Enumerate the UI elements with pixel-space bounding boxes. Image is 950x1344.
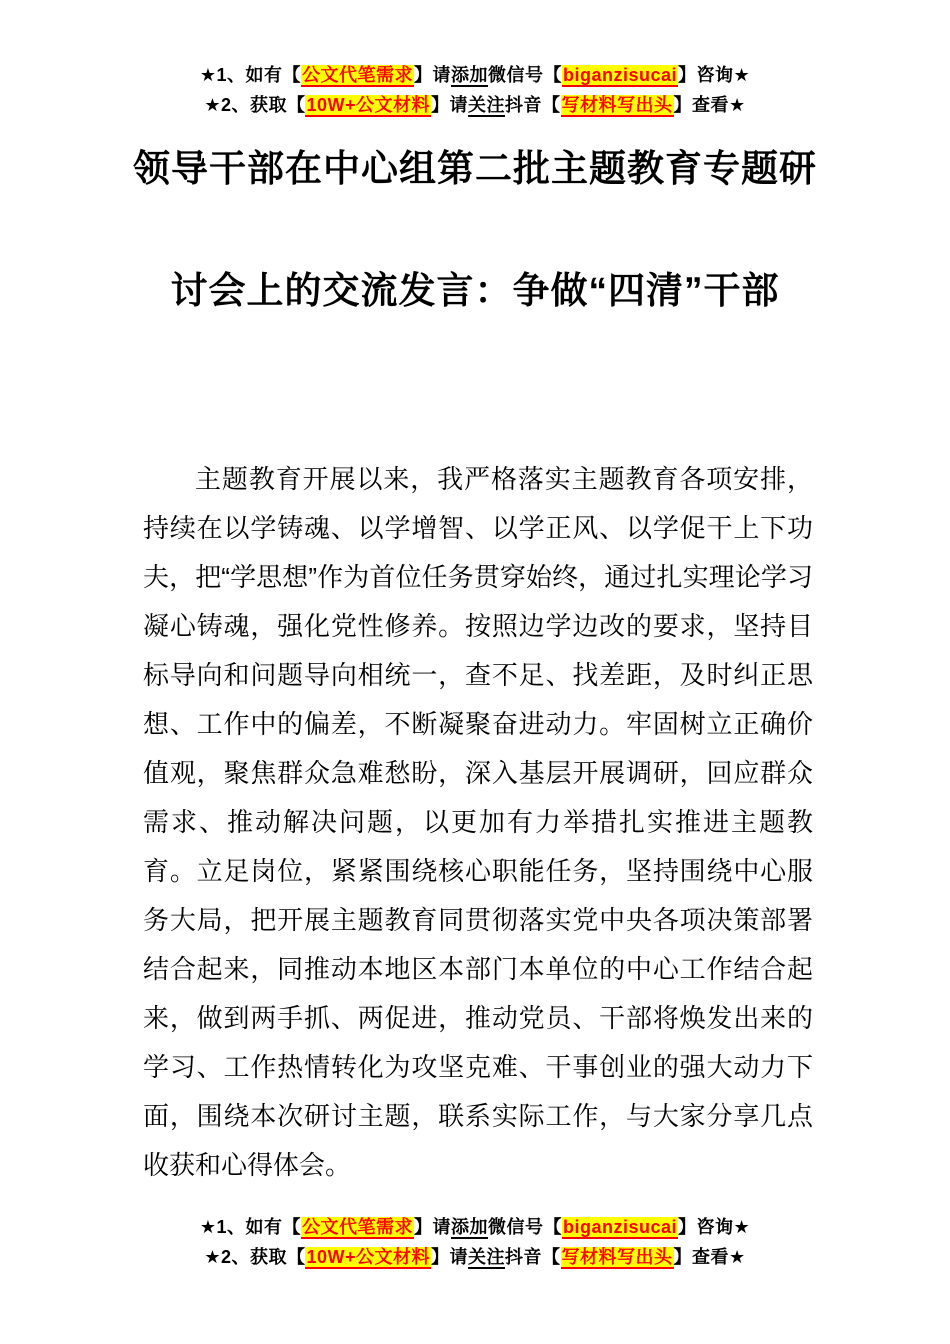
promo-footer-line-2 <box>0 1242 950 1272</box>
promo-highlight-materials: 10W+公文材料 <box>306 95 431 115</box>
promo-header-line-2 <box>0 90 950 120</box>
promo-text-suffix: 】咨询★ <box>678 65 751 85</box>
document-title-line-2: 讨会上的交流发言：争做“四清”干部 <box>170 270 780 311</box>
promo-underline-follow: 关注 <box>468 95 506 115</box>
promo-highlight-wechat-id: biganzisucai <box>562 1217 678 1237</box>
promo-header <box>0 60 950 120</box>
promo-underline-add: 添加 <box>450 1217 488 1237</box>
promo-highlight-writing-service: 公文代笔需求 <box>301 65 413 85</box>
promo-text-prefix: ★1、如有【 <box>199 65 301 85</box>
promo-text-douyin: 抖音【 <box>505 1247 561 1267</box>
promo-text-mid: 】请 <box>431 1247 469 1267</box>
promo-text-mid: 】请 <box>413 65 451 85</box>
promo-text-douyin: 抖音【 <box>505 95 561 115</box>
promo-footer <box>0 1212 950 1272</box>
body-paragraph: 主题教育开展以来，我严格落实主题教育各项安排，持续在以学铸魂、以学增智、以学正风、以学促干上下功夫，把“学思想”作为首位任务贯穿始终，通过扎实理论学习凝心铸魂，强化党性修养。按照边学边改的要求，坚持目标导向和问题导向相统一，查不足、找差距，及时纠正思想、工作中的偏差，不断凝聚奋进动力。牢固树立正确价值观，聚焦群众急难愁盼，深入基层开展调研，回应群众需求、推动解决问题，以更加有力举措扎实推进主题教育。立足岗位，紧紧围绕核心职能任务，坚持围绕中心服务大局，把开展主题教育同贯彻落实党中央各项决策部署结合起来，同推动本地区本部门本单位的中心工作结合起来，做到两手抓、两促进，推动党员、干部将焕发出来的学习、工作热情转化为攻坚克难、干事创业的强大动力下面，围绕本次研讨主题，联系实际工作，与大家分享几点收获和心得体会。 <box>143 464 813 1180</box>
promo-header-line-1 <box>0 60 950 90</box>
promo-underline-add: 添加 <box>450 65 488 85</box>
promo-highlight-douyin-id: 写材料写出头 <box>561 1247 673 1267</box>
promo-text-prefix: ★2、获取【 <box>204 95 306 115</box>
promo-text-mid: 】请 <box>413 1217 451 1237</box>
promo-underline-follow: 关注 <box>468 1247 506 1267</box>
promo-text-prefix: ★1、如有【 <box>199 1217 301 1237</box>
promo-footer-line-1 <box>0 1212 950 1242</box>
promo-highlight-materials: 10W+公文材料 <box>306 1247 431 1267</box>
document-title-line-1: 领导干部在中心组第二批主题教育专题研 <box>133 148 817 189</box>
promo-highlight-wechat-id: biganzisucai <box>562 65 678 85</box>
promo-text-wechat: 微信号【 <box>487 1217 562 1237</box>
promo-highlight-writing-service: 公文代笔需求 <box>301 1217 413 1237</box>
promo-text-prefix: ★2、获取【 <box>204 1247 306 1267</box>
promo-text-suffix: 】咨询★ <box>678 1217 751 1237</box>
promo-text-suffix: 】查看★ <box>673 1247 746 1267</box>
promo-text-wechat: 微信号【 <box>487 65 562 85</box>
promo-text-mid: 】请 <box>431 95 469 115</box>
promo-highlight-douyin-id: 写材料写出头 <box>561 95 673 115</box>
promo-text-suffix: 】查看★ <box>673 95 746 115</box>
